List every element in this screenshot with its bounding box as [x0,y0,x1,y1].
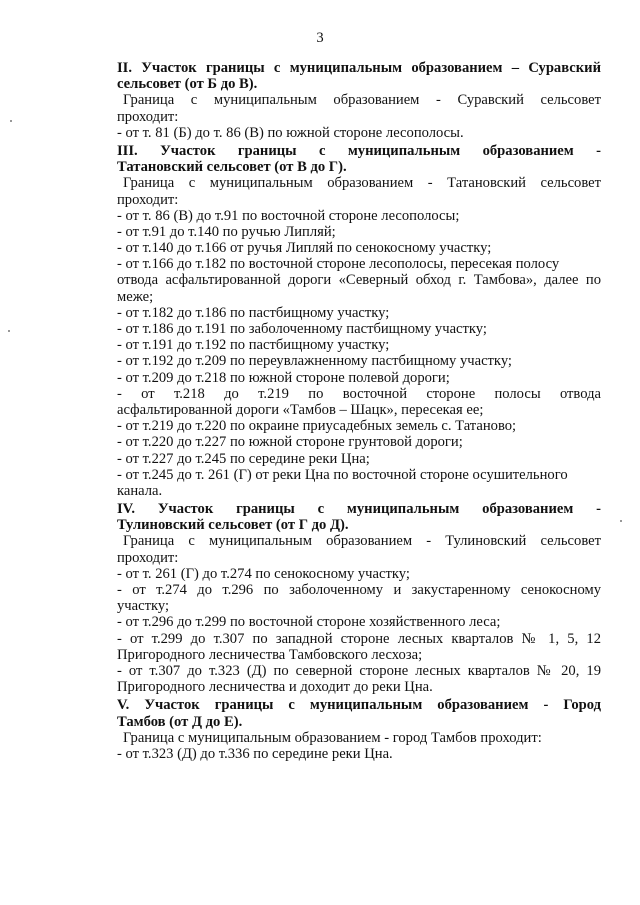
list-item: - от т.140 до т.166 от ручья Липляй по сенокосному участку; [117,240,492,257]
section-heading-line: Тамбов (от Д до Е). [117,713,243,730]
scan-speck [620,520,622,522]
list-item: - от т.191 до т.192 по пастбищному участку; [117,337,390,354]
list-item: - от т.91 до т.140 по ручью Липляй; [117,223,336,240]
list-item: асфальтированной дороги «Тамбов – Шацк», пересекая ее; [117,401,484,418]
list-item: - от т.192 до т.209 по переувлажненному пастбищному участку; [117,353,512,370]
section-heading-line: Тулиновский сельсовет (от Г до Д). [117,517,349,534]
list-item: - от т.166 до т.182 по восточной стороне лесополосы, пересекая полосу [117,256,560,273]
list-item: - от т.186 до т.191 по заболоченному пастбищному участку; [117,321,487,337]
list-item: Пригородного лесничества Тамбовского лесхоза; [117,646,423,663]
list-item: канала. [117,482,163,499]
paragraph-line: Граница с муниципальным образованием - Татановский сельсовет [123,175,601,192]
section-heading-line: сельсовет (от Б до В). [117,76,258,93]
list-item: - от т. 81 (Б) до т. 86 (В) по южной стороне лесополосы. [117,124,464,141]
paragraph-line: проходит: [117,191,179,208]
section-heading-line: II. Участок границы с муниципальным образованием – Суравский [117,60,601,76]
section-heading-line: IV. Участок границы с муниципальным образованием - [117,501,601,518]
list-item: - от т.296 до т.299 по восточной стороне хозяйственного леса; [117,614,501,631]
list-item: - от т.182 до т.186 по пастбищному участку; [117,304,390,321]
list-item: - от т.219 до т.220 по окраине приусадебных земель с. Татаново; [117,418,517,435]
list-item: - от т.307 до т.323 (Д) по северной стороне лесных кварталов № 20, 19 [117,662,601,679]
section-heading-line: Татановский сельсовет (от В до Г). [117,159,347,176]
paragraph-line: проходит: [117,108,179,125]
section-heading-line: III. Участок границы с муниципальным образованием - [117,142,601,159]
list-item: - от т.209 до т.218 по южной стороне полевой дороги; [117,369,450,386]
list-item: - от т.274 до т.296 по заболоченному и закустаренному сенокосному [117,582,601,598]
section-2 [117,60,601,141]
page-number: 3 [316,30,324,46]
list-item: участку; [117,598,170,615]
scan-speck [10,120,12,122]
section-5 [117,697,601,762]
list-item: - от т.323 (Д) до т.336 по середине реки Цна. [117,745,393,762]
scan-speck [8,330,10,332]
list-item: - от т.299 до т.307 по западной стороне лесных кварталов № 1, 5, 12 [117,630,601,647]
section-4 [117,501,601,695]
list-item: отвода асфальтированной дороги «Северный обход г. Тамбова», далее по [117,272,601,289]
list-item: Пригородного лесничества и доходит до реки Цна. [117,679,433,696]
list-item: - от т.245 до т. 261 (Г) от реки Цна по восточной стороне осушительного [117,466,568,483]
paragraph-line: проходит: [117,549,179,566]
paragraph-line: Граница с муниципальным образованием - город Тамбов проходит: [123,729,542,746]
section-heading-line: V. Участок границы с муниципальным образованием - Город [117,697,601,714]
list-item: - от т.220 до т.227 по южной стороне грунтовой дороги; [117,434,463,451]
paragraph-line: Граница с муниципальным образованием - Тулиновский сельсовет [123,533,601,550]
list-item: - от т. 86 (В) до т.91 по восточной стороне лесополосы; [117,207,460,224]
paragraph-line: Граница с муниципальным образованием - Суравский сельсовет [123,92,601,109]
list-item: - от т.218 до т.219 по восточной стороне полосы отвода [117,385,601,402]
list-item: меже; [117,288,154,305]
document-body [117,60,601,762]
section-3 [117,143,601,499]
list-item: - от т.227 до т.245 по середине реки Цна; [117,450,370,467]
list-item: - от т. 261 (Г) до т.274 по сенокосному участку; [117,565,410,582]
